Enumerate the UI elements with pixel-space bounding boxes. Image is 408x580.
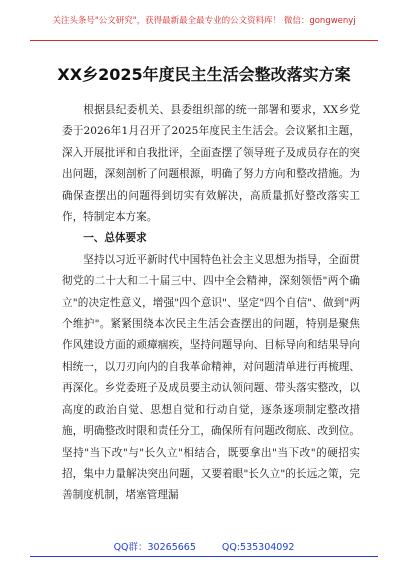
document-body xyxy=(62,100,360,507)
footer-qq: QQ:535304092 xyxy=(221,542,295,553)
section-paragraph: 坚持以习近平新时代中国特色社会主义思想为指导，全面贯彻党的二十大和二十届三中、四中全会精神，深刻领悟"两个确立"的决定性意义，增强"四个意识"、坚定"四个自信"、做到"两个维护"。紧紧围绕本次民主生活会查摆出的问题，特别是聚焦作风建设方面的顽瘴痼疾，坚持问题导向、目标导向和结果导向相统一，以刀刃向内的自我革命精神，对问题清单进行再梳理、再深化。乡党委班子及成员要主动认领问题、带头落实整改，以高度的政治自觉、思想自觉和行动自觉，逐条逐项制定整改措施，明确整改时限和责任分工，确保所有问题改彻底、改到位。坚持"当下改"与"长久立"相结合，既要拿出"当下改"的硬招实招，集中力量解决突出问题，又要着眼"长久立"的长远之策，完善制度机制，堵塞管理漏 xyxy=(62,253,360,502)
document-title: XX乡2025年度民主生活会整改落实方案 xyxy=(57,65,351,84)
intro-paragraph: 根据县纪委机关、县委组织部的统一部署和要求，XX乡党委于2026年1月召开了2025年度民主生活会。会议紧扣主题，深入开展批评和自我批评，全面查摆了领导班子及成员存在的突出问题，深刻剖析了问题根源，明确了努力方向和整改措施。为确保查摆出的问题得到切实有效解决，高质量抓好整改落实工作，特制定本方案。 xyxy=(62,104,360,224)
footer-qq-group: QQ群：30265665 xyxy=(113,542,196,553)
footer-contact xyxy=(0,539,408,553)
section-heading: 一、总体要求 xyxy=(83,232,147,245)
header-promo-text: 关注头条号"公文研究"，获得最新最全最专业的公文资料库！ 微信：gongwenyj xyxy=(52,16,356,26)
footer-divider xyxy=(30,556,378,557)
header-divider xyxy=(30,40,378,41)
